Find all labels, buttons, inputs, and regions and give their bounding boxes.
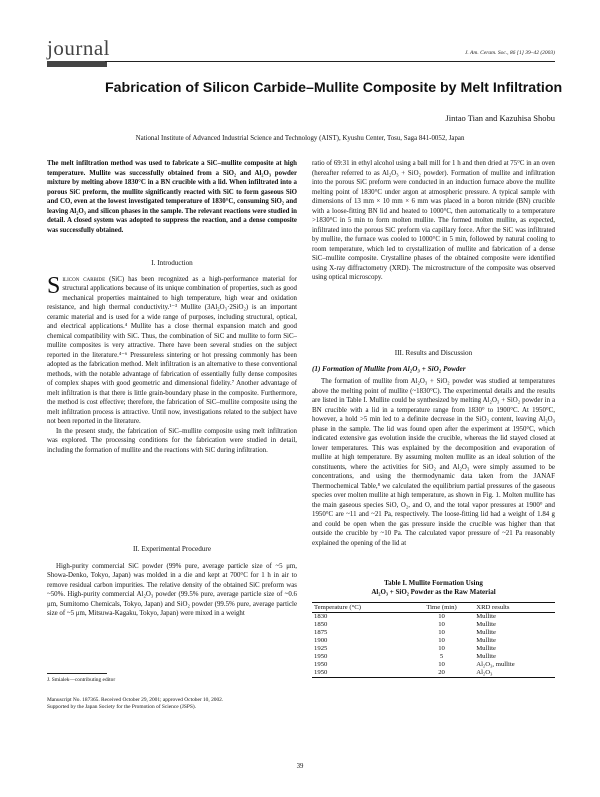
table-cell: Mullite [476,637,496,645]
affiliation: National Institute of Advanced Industrial Science and Technology (AIST), Kyushu Center, Tosu, Saga 841-0052, Japan [135,135,465,142]
table-cell: 10 [438,645,445,652]
abstract [47,159,297,235]
paragraph: High-purity commercial SiC powder (99% pure, average particle size of ~5 μm, Showa-Denko, Tokyo, Japan) was molded in a die and kept at 700°C for 1 h in air to remove residual carbon impurities. The relative density of the obtained SiC preform was ~50%. High-purity commercial Al₂O₃ powder (99.5% pure, average particle size of ~0.6 μm, Sumitomo Chemicals, Tokyo, Japan) and SiO₂ powder (99.5% pure, average particle size of ~5 μm, Mitsuwa-Kagaku, Tokyo, Japan) were mixed in a weight [47,562,297,617]
footnote-rule [47,673,107,674]
table-row [312,613,555,621]
lead-in: ilicon carbide [62,275,106,283]
table-cell: Al₂O₃ [474,669,555,677]
paragraph: In the present study, the fabrication of SiC–mullite composite using melt infiltration was explored. The processing conditions for the fabrication were studied in detail, including the formation of mullite and the reactions with SiC during infiltration. [47,427,297,454]
table-cell: Mullite [476,613,496,621]
table-cell: Mullite [476,621,496,629]
journal-citation: J. Am. Ceram. Soc., 86 [1] 39–42 (2003) [464,50,555,56]
footnote-editor: J. Smialek—contributing editor [47,677,116,683]
table-cell: 1830 [314,613,328,621]
table-cell: 1925 [314,645,328,652]
table-cell: 1850 [314,621,328,629]
journal-logo-bar [47,61,107,67]
table-header: Time (min) [409,603,474,613]
table-header: XRD results [474,603,555,613]
paragraph [47,272,298,427]
table-cell: Mullite [476,629,496,637]
table-cell: 10 [438,660,445,668]
table-cell: 20 [409,669,474,677]
table-mullite-formation [312,602,555,678]
table-cell: 10 [438,621,445,629]
table-row [312,653,555,661]
table-header: Temperature (°C) [312,603,409,613]
drop-cap: S [47,272,61,299]
table-caption-line: Al₂O₃ + SiO₂ Powder as the Raw Material [371,588,496,596]
table-cell: Mullite [476,645,496,652]
section-heading: III. Results and Discussion [394,349,473,357]
section-introduction [47,259,297,455]
table-row [312,661,555,669]
table-cell: 1950 [312,669,409,677]
table-cell: Mullite [476,652,496,660]
table-cell: 1950 [314,652,328,660]
table-cell: 10 [438,637,445,645]
table-cell: 10 [438,613,445,621]
table-cell: 1875 [314,629,328,637]
table-cell: 5 [439,652,444,660]
section-heading: I. Introduction [151,259,193,267]
table-caption-line: Table I. Mullite Formation Using [384,579,483,587]
table-cell: 1900 [314,637,328,645]
section-results [312,349,555,548]
table-row [312,637,555,645]
paragraph-text: (SiC) has been recognized as a high-performance material for structural applications because of its unique combination of properties, such as good mechanical properties maintained to high temperature, high wear and oxidation resistance, and high thermal conductivity.¹⁻³ Mullite (3Al₂O₃·2SiO₂) is an important ceramic material and is used for a wide range of purposes, including structural, optical, and electrical applications.⁴ Mullite has a close thermal expansion match and good chemical compatibility with SiC. Thus, the combination of SiC and mullite to form SiC–mullite composites is very attractive. There have been several studies on the subject reported in the literature.⁴⁻⁶ Pressureless sintering or hot pressing commonly has been adopted as the fabrication method. Melt infiltration is an alternative to these conventional methods, with the notable advantage of fabrication of essentially fully dense composites of complex shapes with good geometric and dimensional fidelity.⁷ Another advantage of melt infiltration is that there is little grain-boundary phase in the composite. Furthermore, the method is cost effective; therefore, the fabrication of SiC–mullite composite using the melt infiltration process is attractive. Until now, investigations related to the subject have not been reported in the literature. [47,275,298,425]
experimental-continued [312,159,555,283]
subsection-heading: (1) Formation of Mullite from Al₂O₃ + SiO₂ Powder [312,364,466,373]
table-row [312,669,555,677]
journal-logo: journal [47,36,110,60]
paragraph: The formation of mullite from Al₂O₃ + SiO₂ powder was studied at temperatures above the melting point of mullite (~1830°C). The experimental details and the results are listed in Table I. Mullite could be synthesized by melting Al₂O₃ + SiO₂ powder in a BN crucible with a lid in a temperature range from 1830° to 1900°C. At 1950°C, however, a hold >5 min led to a definite decrease in the SiO₂ content, leaving Al₂O₃ phase in the sample. The lid was found open after the experiment at 1950°C, which indicated extensive gas evolution inside the crucible, whereas the lid stayed closed at lower temperatures. This was explained by the decomposition and evaporation of mullite at high temperature. By assuming molten mullite as an ideal solution of the constituents, where the activities for SiO₂ and Al₂O₃ were simply assumed to be concentrations, and using the thermodynamic data taken from the JANAF Thermochemical Table,⁸ we calculated the equilibrium partial pressures of the gaseous species over molten mullite at high temperature, as shown in Fig. 1. Molten mullite has the main gaseous species SiO, O₂, and O, and the total vapor pressures at 1900° and 1950°C are ~11 and ~21 Pa, respectively. The loose-fitting lid had a weight of 1.84 g and could be open when the gas pressure inside the crucible was higher than that outside the crucible by ~10 Pa. The calculated vapor pressure of ~21 Pa reasonably explained the opening of the lid at [312,378,555,547]
footnote-support: Supported by the Japan Society for the Promotion of Science (JSPS). [47,704,196,710]
header-rule [105,61,555,62]
section-experimental [47,545,297,619]
abstract-text: The melt infiltration method was used to fabricate a SiC–mullite composite at high temperature. Mullite was successfully obtained from a SiO₂ and Al₂O₃ powder mixture by melting above 1830°C in a BN crucible with a lid. When infiltrated into a porous SiC preform, the mullite significantly reacted with SiC to form gaseous SiO and CO, even at the lowest investigated temperature of 1830°C, consuming SiO₂ and leaving Al₂O₃ and silicon phases in the sample. The relevant reactions were studied in detail. A closed system was adopted to suppress the reaction, and a dense composite was successfully obtained. [47,160,297,234]
table-row [312,621,555,629]
authors: Jintao Tian and Kazuhisa Shobu [445,113,555,123]
paragraph: ratio of 69:31 in ethyl alcohol using a ball mill for 1 h and then dried at 75°C in an oven (hereafter referred to as Al₂O₃ + SiO₂ powder). Formation of mullite and infiltration into the porous SiC preform were conducted in an induction furnace above the mullite melting point of 1830°C under argon at atmospheric pressure. A typical sample with dimensions of 13 mm × 10 mm × 6 mm was placed in a boron nitride (BN) crucible with a loose-fitting BN lid and heated to 1000°C, then automatically to a temperature >1830°C in 5 min to form molten mullite. The formed molten mullite, as expected, infiltrated into the porous SiC preform via capillary force. After the SiC was infiltrated by mullite, the furnace was cooled to 1000°C in 5 min, followed by natural cooling to room temperature, which led to crystallization of mullite and fabrication of a dense SiC–mullite composite. Crystalline phases of the obtained composite were identified using X-ray diffractometry (XRD). The microstructure of the composite was observed using optical microscopy. [312,160,555,281]
table-cell: 10 [438,629,445,637]
section-heading: II. Experimental Procedure [132,545,212,553]
footnote-manuscript: Manuscript No. 187365. Received October 29, 2001; approved October 10, 2002. [47,697,224,703]
table-cell: Al₂O₃, mullite [476,660,515,668]
table-row [312,629,555,637]
table-row [312,645,555,653]
table-caption [312,579,555,597]
table-cell: 1950 [314,660,328,668]
paper-title: Fabrication of Silicon Carbide–Mullite Composite by Melt Infiltration [105,80,563,96]
page-number: 39 [296,763,304,770]
